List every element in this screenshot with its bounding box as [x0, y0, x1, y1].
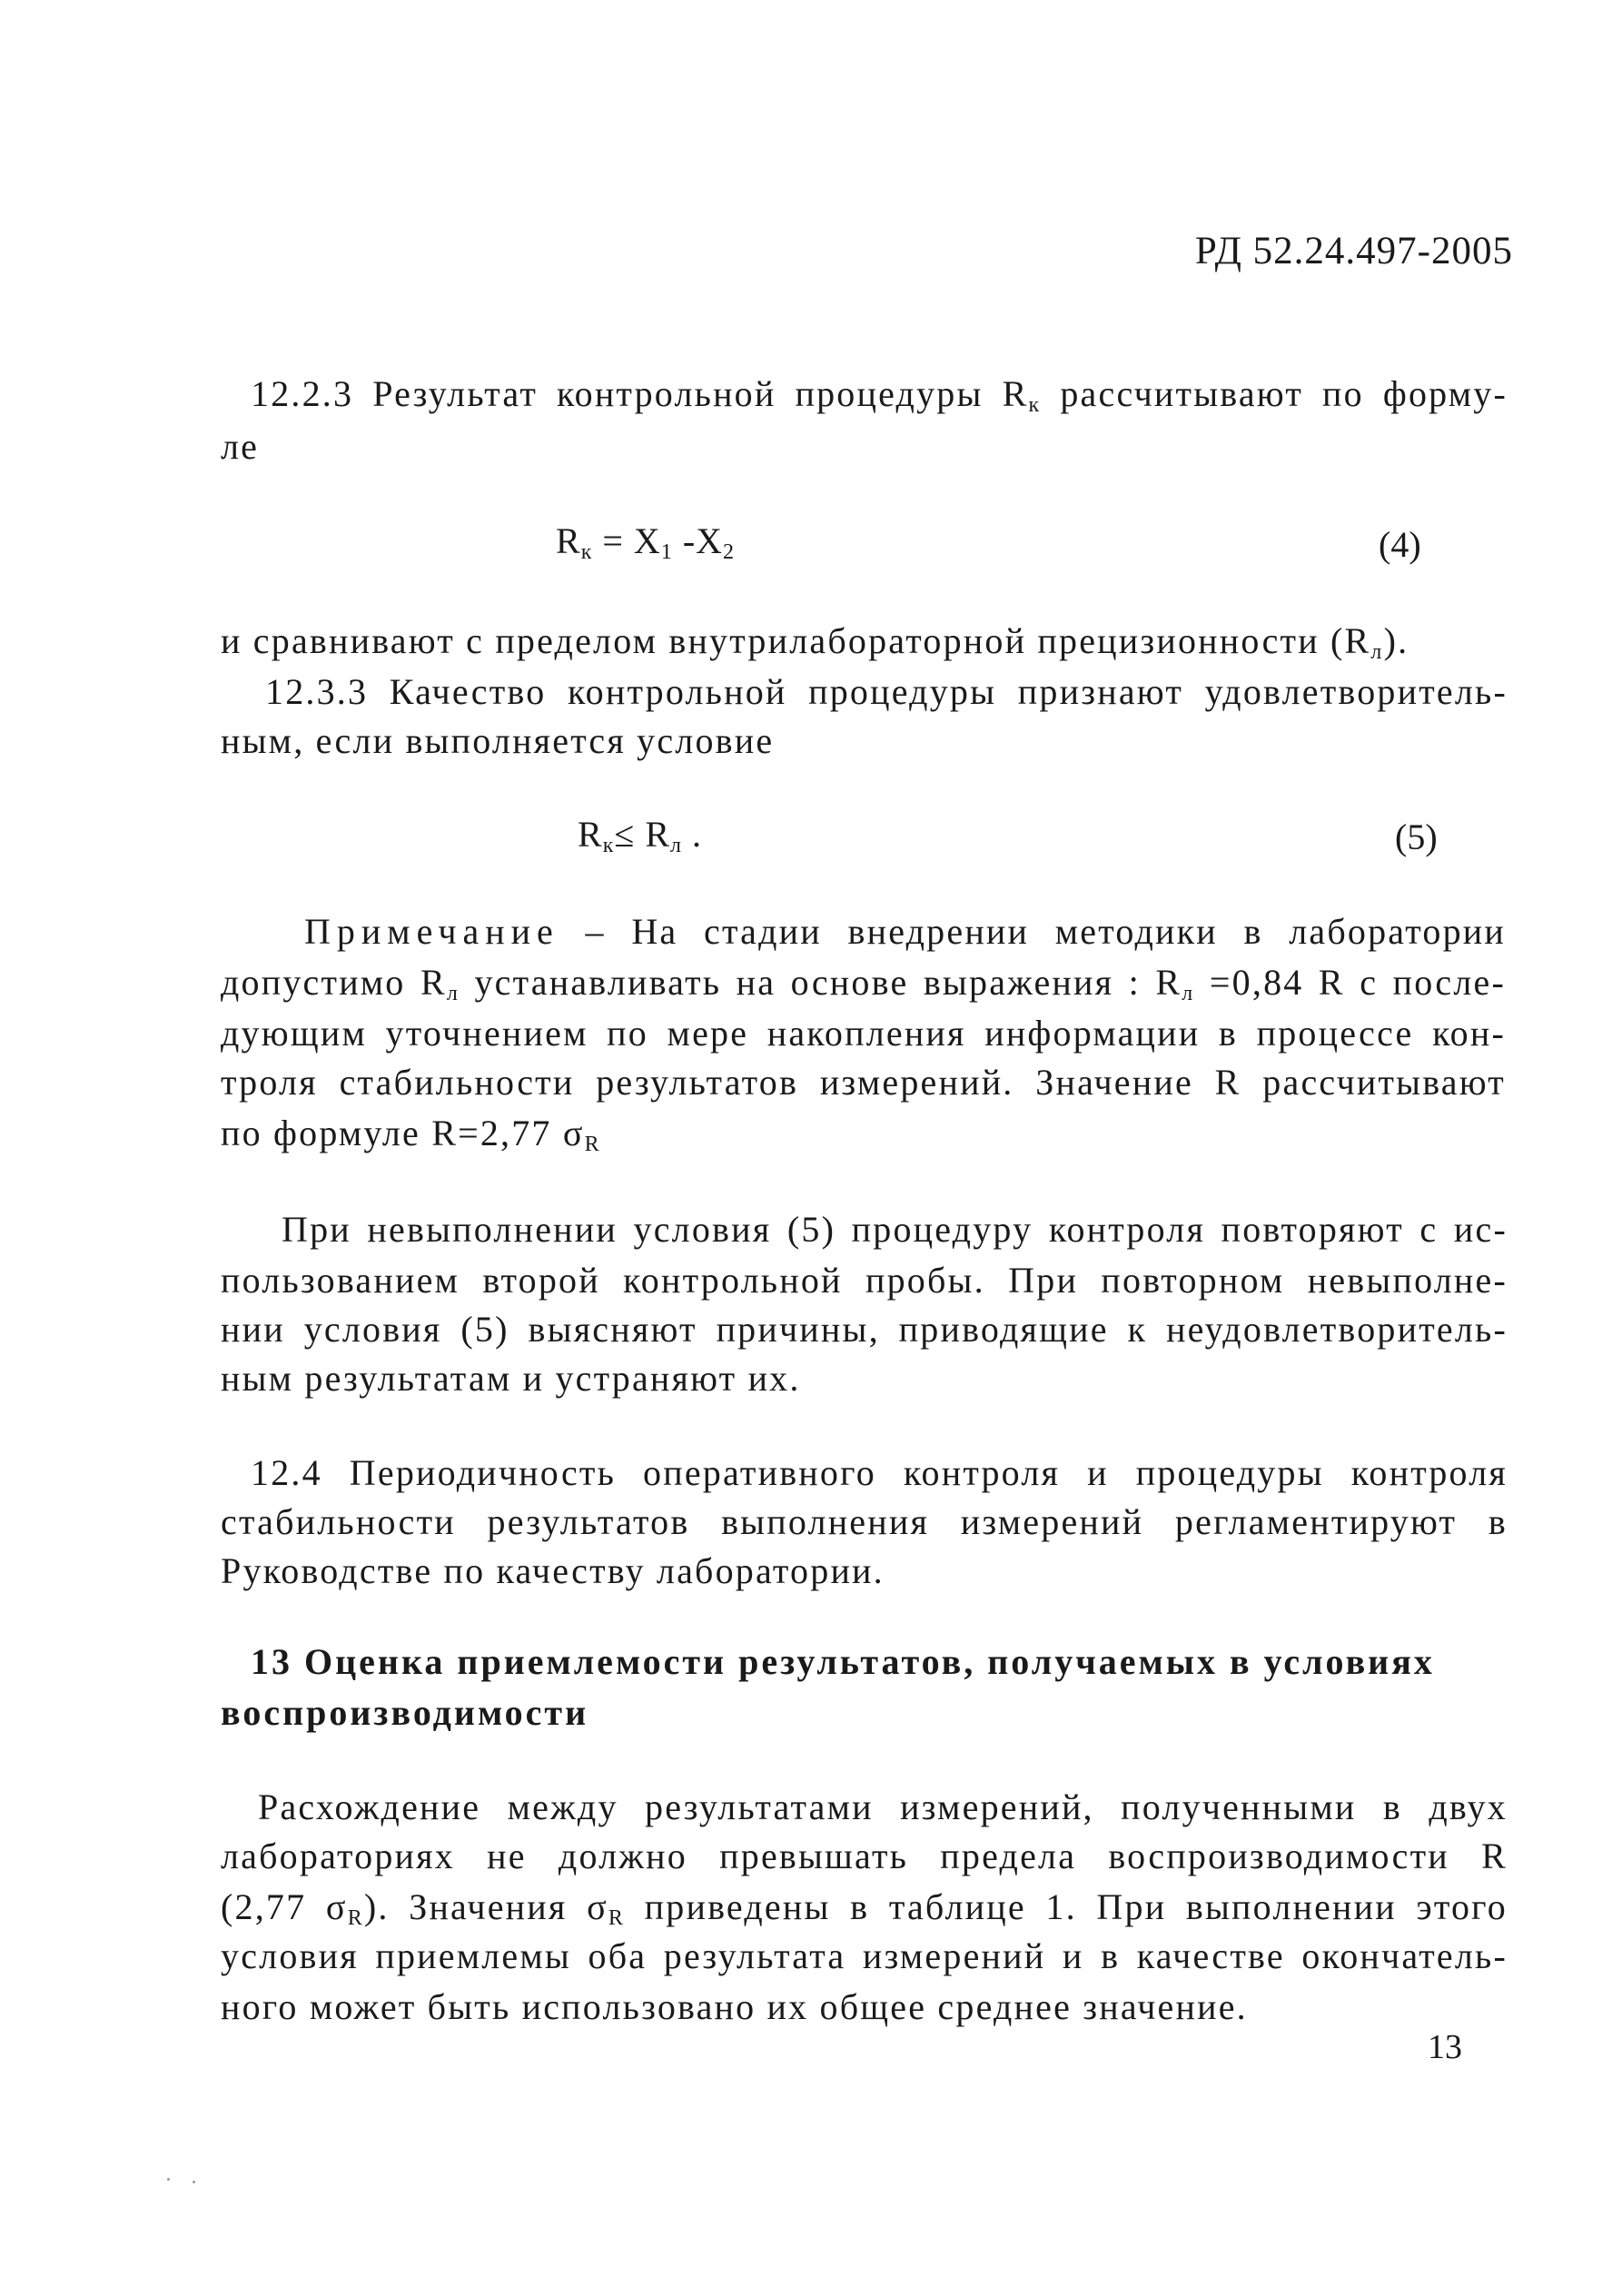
paragraph-12-4-line2: стабильности результатов выполнения измерений регламентируют в [221, 1501, 1508, 1542]
paragraph-12-2-3-line1: 12.2.3 Результат контрольной процедуры $R_к$ рассчитывают по форму- [251, 373, 1508, 417]
section-13-heading-line1: 13 Оценка приемлемости результатов, получаемых в условиях [251, 1641, 1435, 1682]
formula-5: $R_к\le R_л$ . [578, 814, 702, 857]
paragraph-12-2-3-line2: ле [221, 426, 260, 467]
failure-paragraph-line1: При невыполнении условия (5) процедуру контроля повторяют с ис- [282, 1209, 1508, 1250]
note-label: Примечание [304, 911, 559, 952]
failure-paragraph-line2: пользованием второй контрольной пробы. При повторном невыполне- [221, 1260, 1508, 1301]
scan-speck [167, 2178, 170, 2181]
paragraph-12-4-line3: Руководстве по качеству лаборатории. [221, 1550, 885, 1591]
comparison-line: и сравнивают с пределом внутрилабораторной прецизионности $(R_л)$. [221, 620, 1409, 664]
section-13-paragraph-line4: условия приемлемы оба результата измерений и в качестве окончатель- [221, 1935, 1508, 1976]
paragraph-12-3-3-line1: 12.3.3 Качество контрольной процедуры признают удовлетворитель- [265, 671, 1508, 712]
paragraph-12-3-3-line2: ным, если выполняется условие [221, 720, 775, 761]
note-line4: троля стабильности результатов измерений. Значение R рассчитывают [221, 1062, 1506, 1103]
note-line1: Примечание – На стадии внедрении методики в лаборатории [304, 911, 1506, 952]
note-line5: по формуле R=2,77 $\sigma_R$ [221, 1113, 601, 1156]
paragraph-12-4-line1: 12.4 Периодичность оперативного контроля и процедуры контроля [251, 1452, 1508, 1493]
failure-paragraph-line4: ным результатам и устраняют их. [221, 1358, 801, 1399]
document-code: РД 52.24.497-2005 [1194, 230, 1513, 272]
section-13-paragraph-line1: Расхождение между результатами измерений, полученными в двух [258, 1786, 1508, 1827]
section-13-heading-line2: воспроизводимости [221, 1692, 589, 1733]
page-number: 13 [1428, 2028, 1462, 2066]
equation-number-5: (5) [1395, 816, 1438, 857]
scan-speck [193, 2181, 195, 2183]
section-13-paragraph-line3: (2,77 $\sigma_R$). Значения $\sigma_R$ приведены в таблице 1. При выполнении этого [221, 1886, 1508, 1930]
note-line3: дующим уточнением по мере накопления информации в процессе кон- [221, 1013, 1506, 1054]
note-line2: допустимо $R_л$ устанавливать на основе выражения : $R_л =0,84$ R с после- [221, 962, 1506, 1005]
section-13-paragraph-line2: лабораториях не должно превышать предела воспроизводимости R [221, 1836, 1508, 1876]
equation-number-4: (4) [1379, 524, 1421, 565]
failure-paragraph-line3: нии условия (5) выясняют причины, приводящие к неудовлетворитель- [221, 1309, 1508, 1350]
formula-4: $R_к = X_1$ $-X_2$ [556, 520, 736, 564]
section-13-paragraph-line5: ного может быть использовано их общее среднее значение. [221, 1986, 1248, 2027]
